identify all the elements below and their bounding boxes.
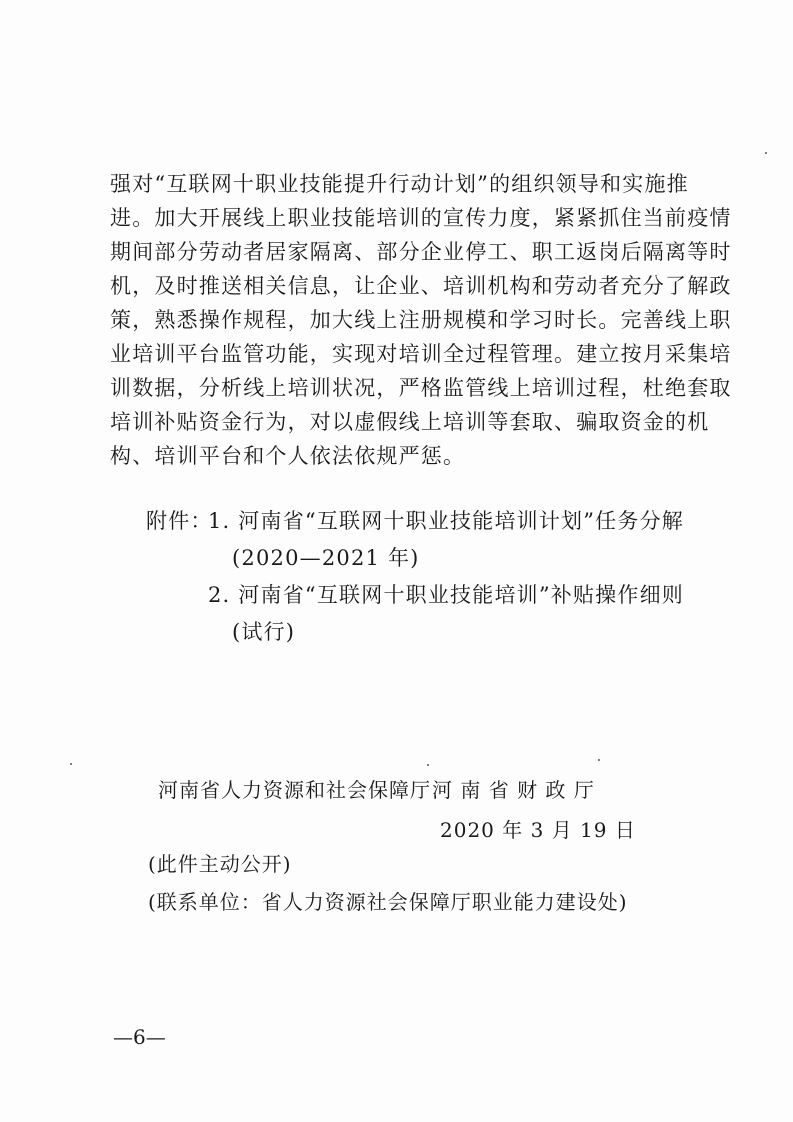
attachment-1-line-2: (2020—2021 年)	[232, 546, 420, 570]
body-line-4: 机，及时推送相关信息，让企业、培训机构和劳动者充分了解政	[110, 274, 732, 298]
public-notice: (此件主动公开)	[148, 852, 292, 876]
scan-speck	[70, 763, 72, 765]
attachment-1-line-1: 1. 河南省“互联网十职业技能培训计划”任务分解	[208, 509, 684, 533]
scan-speck	[765, 152, 767, 154]
body-line-3: 期间部分劳动者居家隔离、部分企业停工、职工返岗后隔离等时	[110, 240, 732, 264]
body-line-7: 训数据，分析线上培训状况，严格监管线上培训过程，杜绝套取	[110, 376, 732, 400]
attachments-label: 附件：	[146, 509, 213, 533]
attachment-2-line-1: 2. 河南省“互联网十职业技能培训”补贴操作细则	[208, 583, 684, 607]
body-line-8: 培训补贴资金行为，对以虚假线上培训等套取、骗取资金的机	[110, 410, 710, 434]
scan-speck	[598, 759, 600, 761]
scan-speck	[427, 764, 429, 766]
page-number: —6—	[113, 1025, 166, 1049]
signature-date: 2020 年 3 月 19 日	[440, 818, 636, 842]
body-line-1: 强对“互联网十职业技能提升行动计划”的组织领导和实施推	[110, 172, 689, 196]
body-line-9: 构、培训平台和个人依法依规严惩。	[110, 444, 466, 468]
body-line-2: 进。加大开展线上职业技能培训的宣传力度，紧紧抓住当前疫情	[110, 206, 732, 230]
signature-org-finance: 河 南 省 财 政 厅	[432, 778, 595, 802]
body-line-5: 策，熟悉操作规程，加大线上注册规模和学习时长。完善线上职	[110, 308, 732, 332]
attachment-2-line-2: (试行)	[232, 620, 296, 644]
body-line-6: 业培训平台监管功能，实现对培训全过程管理。建立按月采集培	[110, 342, 732, 366]
signature-org-hrss: 河南省人力资源和社会保障厅	[158, 778, 431, 802]
contact-unit: (联系单位：省人力资源社会保障厅职业能力建设处)	[148, 890, 628, 914]
